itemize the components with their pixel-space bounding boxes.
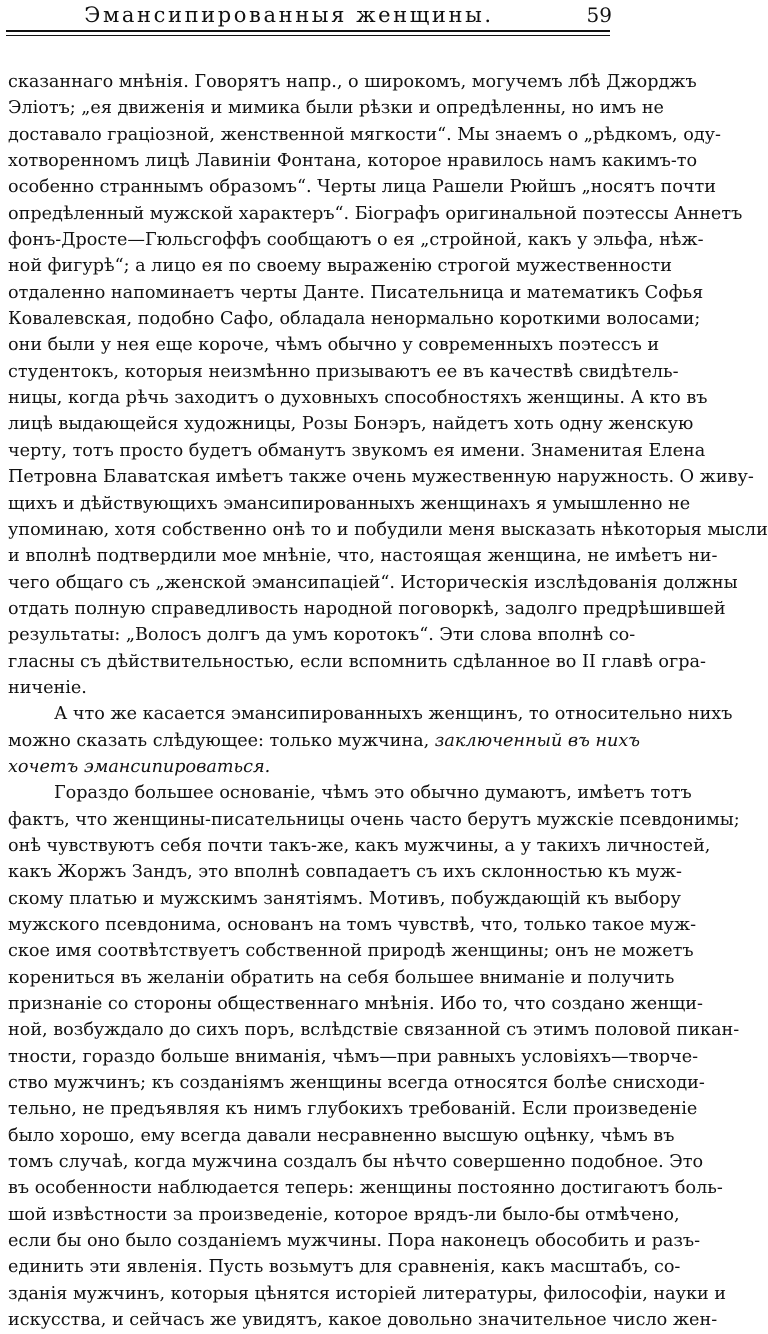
text-line: мужского псевдонима, основанъ на томъ чувствѣ, что, только такое муж- <box>8 915 697 935</box>
text-line: сказаннаго мнѣнія. Говорятъ напр., о широкомъ, могучемъ лбѣ Джорджъ <box>8 72 697 92</box>
text-line: признаніе со стороны общественнаго мнѣнія. Ибо то, что создано женщи- <box>8 994 703 1015</box>
text-line: лицѣ выдающейся художницы, Розы Бонэръ, найдетъ хоть одну женскую <box>8 414 694 435</box>
text-line: хотворенномъ лицѣ Лавиніи Фонтана, которое нравилось намъ какимъ-то <box>8 151 698 172</box>
text-line: Ковалевская, подобно Сафо, обладала ненормально короткими волосами; <box>8 309 701 330</box>
text-line: доставало граціозной, женственной мягкости“. Мы знаемъ о „рѣдкомъ, оду- <box>8 124 721 145</box>
text-line: ницы, когда рѣчь заходитъ о духовныхъ способностяхъ женщины. А кто въ <box>8 388 708 409</box>
text-line: Петровна Блаватская имѣетъ также очень мужественную наружность. О живу- <box>8 467 754 488</box>
text-segment: можно сказать слѣдующее: только мужчина, <box>8 730 430 751</box>
text-line: ной, возбуждало до сихъ поръ, вслѣдствіе связанной съ этимъ половой пикан- <box>8 1020 740 1041</box>
running-title: Эмансипированныя женщины. <box>84 3 494 27</box>
text-line: результаты: „Волосъ долгъ да умъ коротокъ“. Эти слова вполнѣ со- <box>8 625 636 646</box>
text-line: фонъ-Дросте—Гюльсгоффъ сообщаютъ о ея „стройной, какъ у эльфа, нѣж- <box>8 230 704 251</box>
text-line: корениться въ желаніи обратить на себя большее вниманіе и получить <box>8 967 675 988</box>
text-line: отдать полную справедливость народной поговоркѣ, задолго предрѣшившей <box>8 598 726 619</box>
text-line: особенно страннымъ образомъ“. Черты лица Рашели Рюйшъ „носятъ почти <box>8 177 716 198</box>
text-line: ство мужчинъ; къ созданіямъ женщины всегда относятся болѣе снисходи- <box>8 1073 705 1094</box>
text-line: тности, гораздо больше вниманія, чѣмъ—при равныхъ условіяхъ—творче- <box>8 1046 699 1067</box>
text-line: ское имя соотвѣтствуетъ собственной природѣ женщины; онъ не можетъ <box>8 941 694 962</box>
text-line: студентокъ, которыя неизмѣнно призываютъ ее въ качествѣ свидѣтель- <box>8 361 679 382</box>
text-line: если бы оно было созданіемъ мужчины. Пора наконецъ обособить и разъ- <box>8 1231 701 1252</box>
text-line: въ особенности наблюдается теперь: женщины постоянно достигаютъ боль- <box>8 1178 723 1199</box>
text-line: онѣ чувствуютъ себя почти такъ-же, какъ мужчины, а у такихъ личностей, <box>8 835 711 856</box>
text-line: искусства, и сейчасъ же увидятъ, какое довольно значительное число жен- <box>8 1310 718 1331</box>
text-line: Элiотъ; „ея движенія и мимика были рѣзки и опредѣленны, но имъ не <box>8 98 664 119</box>
text-line: отдаленно напоминаетъ черты Данте. Писательница и математикъ Софья <box>8 282 704 303</box>
text-line: чего общаго съ „женской эмансипаціей“. Историческія изслѣдованія должны <box>8 572 738 593</box>
text-line: упоминаю, хотя собственно онѣ то и побудили меня высказать нѣкоторыя мысли <box>8 519 768 540</box>
text-line: какъ Жоржъ Зандъ, это вполнѣ совпадаетъ съ ихъ склонностью къ муж- <box>8 862 682 883</box>
text-line: было хорошо, ему всегда давали несравненно высшую оцѣнку, чѣмъ въ <box>8 1125 675 1146</box>
text-line: томъ случаѣ, когда мужчина создалъ бы нѣчто совершенно подобное. Это <box>8 1152 704 1173</box>
page-header <box>6 2 612 32</box>
text-line: зданія мужчинъ, которыя цѣнятся исторіей литературы, философіи, науки и <box>8 1283 727 1304</box>
text-line: и вполнѣ подтвердили мое мнѣніе, что, настоящая женщина, не имѣетъ ни- <box>8 546 718 567</box>
italic-line: хочетъ эмансипироваться. <box>8 756 271 777</box>
text-line: тельно, не предъявляя къ нимъ глубокихъ требованій. Если произведеніе <box>8 1099 698 1120</box>
text-line: щихъ и дѣйствующихъ эмансипированныхъ женщинахъ я умышленно не <box>8 493 691 514</box>
text-line-with-emphasis <box>8 728 640 754</box>
header-rule-thick <box>6 30 610 32</box>
text-line: единить эти явленія. Пусть возьмутъ для сравненія, какъ масштабъ, со- <box>8 1257 681 1278</box>
paragraph-start-line: А что же касается эмансипированныхъ женщинъ, то относительно нихъ <box>54 704 733 725</box>
text-line: черту, тотъ просто будетъ обманутъ звукомъ ея имени. Знаменитая Елена <box>8 440 706 461</box>
text-line: опредѣленный мужской характеръ“. Біографъ оригинальной поэтессы Аннетъ <box>8 203 743 224</box>
text-line: гласны съ дѣйствительностью, если вспомнить сдѣланное во II главѣ огра- <box>8 651 706 672</box>
paragraph-start-line: Гораздо большее основаніе, чѣмъ это обычно думаютъ, имѣетъ тотъ <box>54 783 692 804</box>
text-line: они были у нея еще короче, чѣмъ обычно у современныхъ поэтессъ и <box>8 335 660 356</box>
text-line: шой извѣстности за произведеніе, которое врядъ-ли было-бы отмѣчено, <box>8 1204 680 1225</box>
paragraph-end-line: ниченіе. <box>8 677 87 698</box>
text-line: ной фигурѣ“; а лицо ея по своему выраженію строгой мужественности <box>8 256 672 277</box>
italic-phrase: заключенный въ нихъ <box>434 730 640 751</box>
header-rule-thin <box>6 35 610 36</box>
text-line: скому платью и мужскимъ занятіямъ. Мотивъ, побуждающій къ выбору <box>8 888 681 909</box>
body-text <box>8 69 768 1334</box>
page-number: 59 <box>586 3 612 27</box>
text-line: фактъ, что женщины-писательницы очень часто берутъ мужскіе псевдонимы; <box>8 809 740 830</box>
